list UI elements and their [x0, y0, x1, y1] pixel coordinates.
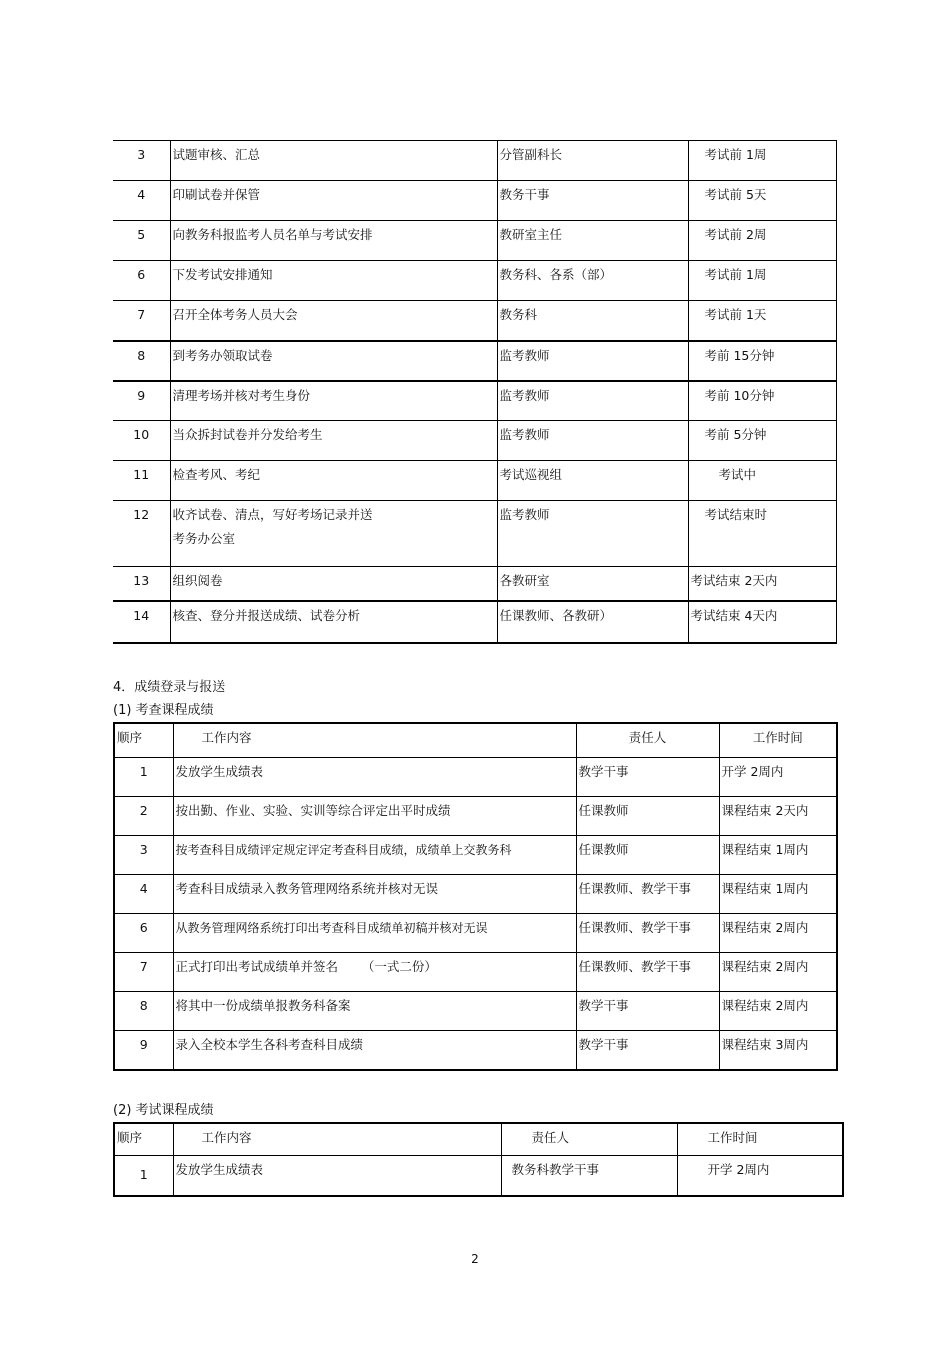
responsible-person: 监考教师 — [497, 341, 688, 381]
responsible-person: 任课教师、教学干事 — [576, 952, 719, 991]
work-time: 考试结束 2天内 — [688, 567, 836, 601]
table-row — [114, 1030, 837, 1070]
row-number: 1 — [114, 1155, 173, 1196]
table-header-row — [114, 1123, 843, 1155]
subsection-2-title: (2) 考试课程成绩 — [113, 1103, 214, 1118]
table-row — [113, 461, 836, 501]
header-order: 顺序 — [114, 723, 173, 757]
table-row — [114, 835, 837, 874]
work-content: 向教务科报监考人员名单与考试安排 — [170, 221, 497, 261]
work-time: 考试前 1周 — [688, 141, 836, 181]
work-content: 试题审核、汇总 — [170, 141, 497, 181]
responsible-person: 教研室主任 — [497, 221, 688, 261]
row-number: 2 — [114, 796, 173, 835]
header-time: 工作时间 — [719, 723, 837, 757]
exam-procedure-table — [113, 140, 837, 644]
table-row — [114, 913, 837, 952]
responsible-person: 监考教师 — [497, 501, 688, 567]
work-content: 核查、登分并报送成绩、试卷分析 — [170, 601, 497, 643]
work-content: 按考查科目成绩评定规定评定考查科目成绩，成绩单上交教务科 — [173, 835, 576, 874]
section-4-title: 4．成绩登录与报送 — [113, 680, 226, 695]
responsible-person: 任课教师、教学干事 — [576, 874, 719, 913]
work-time: 考试结束时 — [688, 501, 836, 567]
responsible-person: 分管副科长 — [497, 141, 688, 181]
responsible-person: 任课教师、教学干事 — [576, 913, 719, 952]
work-time: 开学 2周内 — [677, 1155, 843, 1196]
work-content: 从教务管理网络系统打印出考查科目成绩单初稿并核对无误 — [173, 913, 576, 952]
row-number: 8 — [114, 991, 173, 1030]
responsible-person: 任课教师 — [576, 835, 719, 874]
table-row — [113, 261, 836, 301]
row-number: 6 — [113, 261, 170, 301]
work-content: 正式打印出考试成绩单并签名 （一式二份） — [173, 952, 576, 991]
work-time: 考前 10分钟 — [688, 381, 836, 421]
work-content-line-2: 考务办公室 — [172, 531, 236, 546]
work-time: 考前 5分钟 — [688, 421, 836, 461]
page-number: 2 — [471, 1252, 479, 1266]
work-content: 召开全体考务人员大会 — [170, 301, 497, 341]
work-time: 考试前 5天 — [688, 181, 836, 221]
row-number: 5 — [113, 221, 170, 261]
work-time: 课程结束 2天内 — [719, 796, 837, 835]
responsible-person: 任课教师、各教研） — [497, 601, 688, 643]
work-content: 组织阅卷 — [170, 567, 497, 601]
row-number: 14 — [113, 601, 170, 643]
work-content: 发放学生成绩表 — [173, 757, 576, 796]
table-row — [113, 141, 836, 181]
work-time: 课程结束 3周内 — [719, 1030, 837, 1070]
header-person: 责任人 — [576, 723, 719, 757]
responsible-person: 教务科 — [497, 301, 688, 341]
responsible-person: 教学干事 — [576, 757, 719, 796]
work-content: 将其中一份成绩单报教务科备案 — [173, 991, 576, 1030]
row-number: 3 — [114, 835, 173, 874]
row-number: 3 — [113, 141, 170, 181]
exam-grade-table — [113, 1122, 844, 1197]
work-time: 课程结束 2周内 — [719, 991, 837, 1030]
work-time: 考试前 1天 — [688, 301, 836, 341]
table-row — [114, 991, 837, 1030]
header-content: 工作内容 — [173, 723, 576, 757]
work-time: 开学 2周内 — [719, 757, 837, 796]
work-content: 清理考场并核对考生身份 — [170, 381, 497, 421]
responsible-person: 各教研室 — [497, 567, 688, 601]
table-row — [113, 381, 836, 421]
work-content: 到考务办领取试卷 — [170, 341, 497, 381]
responsible-person: 考试巡视组 — [497, 461, 688, 501]
table-row — [113, 601, 836, 643]
work-time: 课程结束 2周内 — [719, 952, 837, 991]
work-time: 考试前 2周 — [688, 221, 836, 261]
table-row — [113, 341, 836, 381]
table-row — [114, 757, 837, 796]
table-row — [114, 874, 837, 913]
work-content: 按出勤、作业、实验、实训等综合评定出平时成绩 — [173, 796, 576, 835]
row-number: 4 — [113, 181, 170, 221]
row-number: 8 — [113, 341, 170, 381]
table-row — [113, 501, 836, 567]
header-content: 工作内容 — [173, 1123, 501, 1155]
work-content — [170, 501, 497, 567]
subsection-1-title: (1) 考查课程成绩 — [113, 703, 214, 718]
grade-reporting-table — [113, 722, 838, 1071]
responsible-person: 教学干事 — [576, 1030, 719, 1070]
work-time: 考试前 1周 — [688, 261, 836, 301]
row-number: 9 — [113, 381, 170, 421]
table-row — [114, 796, 837, 835]
work-content: 下发考试安排通知 — [170, 261, 497, 301]
table-row — [113, 421, 836, 461]
work-content: 发放学生成绩表 — [173, 1155, 501, 1196]
work-time: 课程结束 2周内 — [719, 913, 837, 952]
row-number: 7 — [113, 301, 170, 341]
table-header-row — [114, 723, 837, 757]
responsible-person: 教务干事 — [497, 181, 688, 221]
work-time: 考前 15分钟 — [688, 341, 836, 381]
table-row — [113, 181, 836, 221]
work-content: 当众拆封试卷并分发给考生 — [170, 421, 497, 461]
responsible-person: 监考教师 — [497, 381, 688, 421]
work-content: 印刷试卷并保管 — [170, 181, 497, 221]
responsible-person: 任课教师 — [576, 796, 719, 835]
row-number: 6 — [114, 913, 173, 952]
table-row — [113, 301, 836, 341]
work-content: 检查考风、考纪 — [170, 461, 497, 501]
row-number: 10 — [113, 421, 170, 461]
row-number: 11 — [113, 461, 170, 501]
table-row — [113, 567, 836, 601]
header-order: 顺序 — [114, 1123, 173, 1155]
row-number: 9 — [114, 1030, 173, 1070]
table-row — [114, 952, 837, 991]
row-number: 7 — [114, 952, 173, 991]
responsible-person: 教务科教学干事 — [501, 1155, 677, 1196]
header-time: 工作时间 — [677, 1123, 843, 1155]
work-content: 考查科目成绩录入教务管理网络系统并核对无误 — [173, 874, 576, 913]
row-number: 1 — [114, 757, 173, 796]
responsible-person: 教务科、各系（部） — [497, 261, 688, 301]
row-number: 12 — [113, 501, 170, 567]
work-time: 考试中 — [688, 461, 836, 501]
work-time: 课程结束 1周内 — [719, 874, 837, 913]
work-content-line-1: 收齐试卷、清点，写好考场记录并送 — [172, 507, 373, 522]
table-row — [113, 221, 836, 261]
table-row — [114, 1155, 843, 1196]
work-content: 录入全校本学生各科考查科目成绩 — [173, 1030, 576, 1070]
work-time: 课程结束 1周内 — [719, 835, 837, 874]
row-number: 4 — [114, 874, 173, 913]
responsible-person: 教学干事 — [576, 991, 719, 1030]
work-time: 考试结束 4天内 — [688, 601, 836, 643]
row-number: 13 — [113, 567, 170, 601]
header-person: 责任人 — [501, 1123, 677, 1155]
responsible-person: 监考教师 — [497, 421, 688, 461]
